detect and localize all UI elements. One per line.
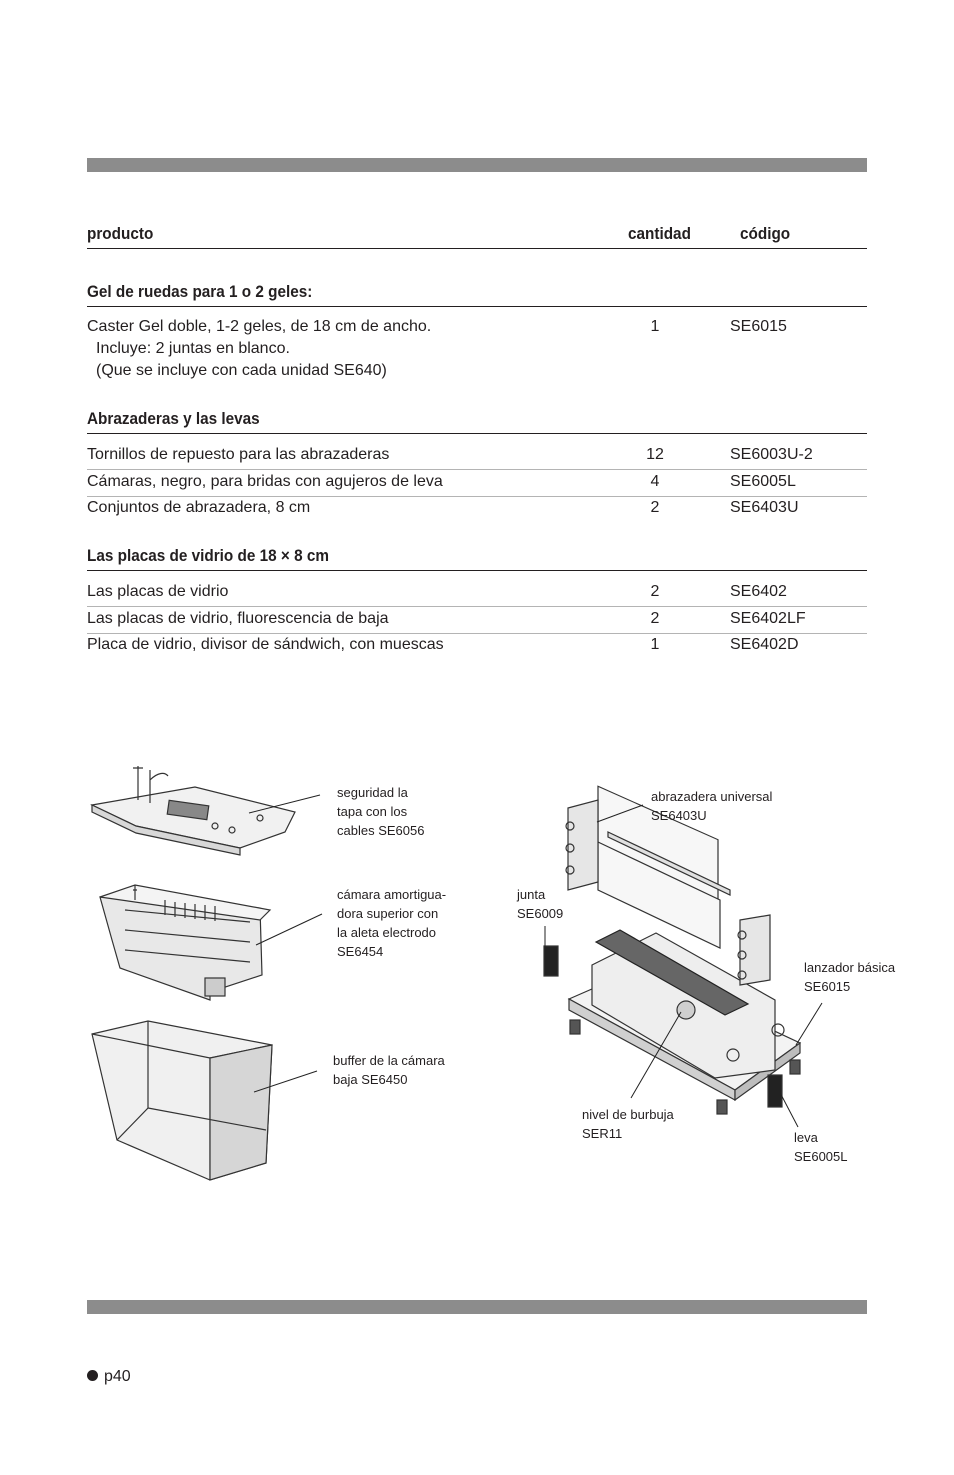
label-line: buffer de la cámara (333, 1053, 445, 1068)
row-code: SE6003U-2 (730, 446, 813, 463)
row-desc-main: Caster Gel doble, 1-2 geles, de 18 cm de ancho. (87, 318, 432, 335)
lower-chamber-drawing (92, 1021, 272, 1180)
label-line: abrazadera universal (651, 789, 773, 804)
row-code: SE6403U (730, 499, 799, 516)
label-line: SE6454 (337, 944, 384, 959)
caster-assembly-drawing (544, 786, 800, 1114)
row-description: Las placas de vidrio (87, 583, 229, 600)
row-quantity: 12 (646, 446, 664, 463)
bottom-divider-bar (87, 1300, 867, 1314)
row-description: Placa de vidrio, divisor de sándwich, con muescas (87, 636, 444, 653)
row-code: SE6402D (730, 636, 799, 653)
row-quantity: 4 (650, 473, 660, 490)
label-line: baja SE6450 (333, 1072, 408, 1087)
header-codigo: código (740, 224, 791, 243)
bullet-icon (87, 1370, 98, 1381)
section-title-text: Gel de ruedas para 1 o 2 geles: (87, 282, 313, 301)
row-quantity: 2 (650, 499, 660, 516)
label-upper-chamber (337, 885, 446, 961)
header-producto: producto (87, 224, 154, 243)
label-line: nivel de burbuja (582, 1107, 674, 1122)
label-line: la aleta electrodo (337, 925, 437, 940)
label-line: SE6009 (517, 906, 564, 921)
row-code: SE6015 (730, 318, 787, 335)
row-description: Conjuntos de abrazadera, 8 cm (87, 499, 311, 516)
row-quantity: 1 (650, 636, 660, 653)
row-code: SE6402LF (730, 610, 806, 627)
row-code: SE6005L (730, 473, 796, 490)
page-number: p40 (104, 1368, 131, 1385)
label-line: SER11 (582, 1126, 623, 1141)
label-line: SE6015 (804, 979, 851, 994)
upper-chamber-drawing (100, 885, 270, 1000)
label-line: lanzador básica (804, 960, 896, 975)
row-description: Tornillos de repuesto para las abrazaderas (87, 446, 390, 463)
row-description: Cámaras, negro, para bridas con agujeros de leva (87, 473, 443, 490)
row-quantity: 2 (650, 610, 660, 627)
label-line: junta (517, 887, 546, 902)
label-line: tapa con los (337, 804, 408, 819)
label-lid (337, 783, 424, 840)
label-lower-chamber (333, 1051, 445, 1089)
row-quantity: 2 (650, 583, 660, 600)
label-level (582, 1105, 674, 1143)
label-clamp (651, 787, 772, 825)
label-line: dora superior con (337, 906, 439, 921)
label-gasket (517, 885, 563, 923)
label-line: SE6005L (794, 1149, 848, 1164)
row-desc-sub: Incluye: 2 juntas en blanco. (96, 340, 290, 357)
label-line: cables SE6056 (337, 823, 425, 838)
label-cam (794, 1128, 848, 1166)
section-title-text: Las placas de vidrio de 18 × 8 cm (87, 546, 329, 565)
label-line: cámara amortigua- (337, 887, 447, 902)
header-cantidad: cantidad (628, 224, 691, 243)
section-title-text: Abrazaderas y las levas (87, 409, 260, 428)
row-quantity: 1 (650, 318, 660, 335)
label-caster (804, 958, 895, 996)
label-line: seguridad la (337, 785, 408, 800)
row-code: SE6402 (730, 583, 787, 600)
row-desc-sub: (Que se incluye con cada unidad SE640) (96, 362, 387, 379)
row-description: Las placas de vidrio, fluorescencia de baja (87, 610, 389, 627)
page-footer (87, 1368, 131, 1386)
label-line: SE6403U (651, 808, 707, 823)
lid-drawing (92, 766, 295, 855)
label-line: leva (794, 1130, 818, 1145)
